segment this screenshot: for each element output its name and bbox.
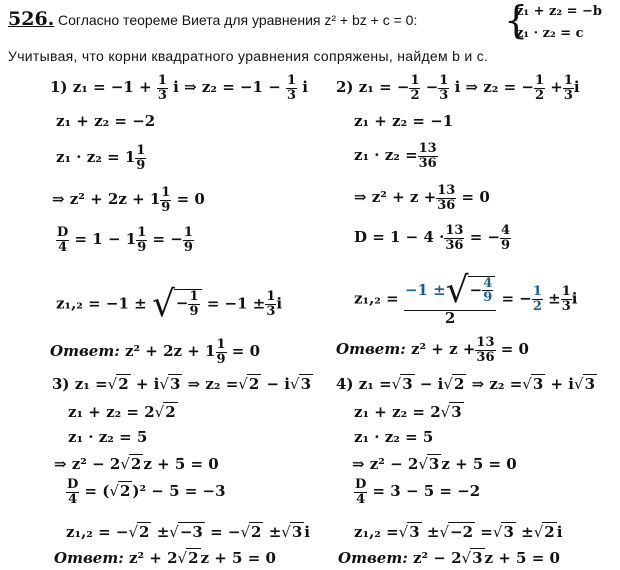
problem-number: 526. <box>8 8 55 30</box>
sqrt-icon: √ <box>151 284 175 325</box>
p1-title-i: i <box>302 78 308 97</box>
p1-frac-2: $\frac{1}{3}$ <box>287 73 297 103</box>
intro-text: Согласно теореме Виета для уравнения z² + bz + c = 0: <box>58 12 418 28</box>
p3-product: z₁ · z₂ = 5 <box>68 428 148 446</box>
p1-equation: ⇒ z² + 2z + 1 $\frac{1}{9}$ = 0 <box>52 185 205 215</box>
vieta-system <box>504 2 616 46</box>
p3-title: 3) z₁ =√2 + i√3 ⇒ z₂ =√2 − i√3 <box>52 375 312 393</box>
p4-discriminant: $\frac{D}{4}$ = 3 − 5 = −2 <box>355 477 481 507</box>
intro-line-2: Учитывая, что корни квадратного уравнения сопряжены, найдем b и c. <box>8 48 489 64</box>
problem-header <box>8 2 618 46</box>
p2-discriminant: D = 1 − 4 · $\frac{13}{36}$ = − $\frac{4}{9}$ <box>354 223 511 253</box>
p4-answer: Ответ: z² − 2√3 z + 5 = 0 <box>338 549 560 567</box>
p4-equation: ⇒ z² − 2√3 z + 5 = 0 <box>352 455 517 473</box>
p2-product: z₁ · z₂ = $\frac{13}{36}$ <box>354 141 437 171</box>
p2-root-fraction: −1 ±√− $\frac{4}{9}$ 2 <box>404 272 496 327</box>
p1-sum: z₁ + z₂ = −2 <box>56 112 156 130</box>
p2-answer: Ответ: z² + z + $\frac{13}{36}$ = 0 <box>336 335 529 365</box>
sqrt-icon: √ <box>445 270 469 311</box>
p3-roots: z₁,₂ = −√2 ±√−3 = −√2 ±√3 i <box>66 523 310 541</box>
p1-discriminant: $\frac{D}{4}$ = 1 − 1 $\frac{1}{9}$ = − $\frac{1}{9}$ <box>57 225 193 255</box>
p2-title: 2) z₁ = − $\frac{1}{2}$ − $\frac{1}{3}$ i ⇒ z₂ = − $\frac{1}{2}$ + $\frac{1}{3}$ i <box>336 73 580 103</box>
p3-sum: z₁ + z₂ = 2√2 <box>68 403 176 421</box>
p3-equation: ⇒ z² − 2√2 z + 5 = 0 <box>54 455 219 473</box>
p1-title-pre: 1) z₁ = −1 + <box>50 78 152 97</box>
system-brace: { <box>504 0 529 42</box>
system-line-2: z₁ · z₂ = c <box>516 26 584 41</box>
p2-equation: ⇒ z² + z + $\frac{13}{36}$ = 0 <box>354 183 490 213</box>
p1-frac-1: $\frac{1}{3}$ <box>157 73 167 103</box>
p2-sum: z₁ + z₂ = −1 <box>354 112 454 130</box>
p3-answer: Ответ: z² + 2√2 z + 5 = 0 <box>54 549 276 567</box>
p3-discriminant: $\frac{D}{4}$ = (√2 )² − 5 = −3 <box>67 477 226 507</box>
p1-roots: z₁,₂ = −1 ± √− $\frac{1}{9}$ = −1 ± $\frac{1}{3}$ i <box>56 284 283 325</box>
system-line-1: z₁ + z₂ = −b <box>516 4 603 19</box>
p1-title-mid: i ⇒ z₂ = −1 − <box>173 78 281 97</box>
p1-answer: Ответ: z² + 2z + 1 $\frac{1}{9}$ = 0 <box>50 337 261 367</box>
p4-product: z₁ · z₂ = 5 <box>354 428 434 446</box>
p4-sum: z₁ + z₂ = 2√3 <box>354 403 462 421</box>
p1-product: z₁ · z₂ = 1 $\frac{1}{9}$ <box>56 143 146 173</box>
p4-roots: z₁,₂ =√3 ±√−2 =√3 ±√2 i <box>354 523 563 541</box>
p2-roots: z₁,₂ = −1 ±√− $\frac{4}{9}$ 2 = − $\frac{1}{2}$ ± $\frac{1}{3}$ i <box>354 270 578 327</box>
p4-title: 4) z₁ =√3 − i√2 ⇒ z₂ =√3 + i√3 <box>336 375 596 393</box>
p1-title <box>50 74 308 102</box>
